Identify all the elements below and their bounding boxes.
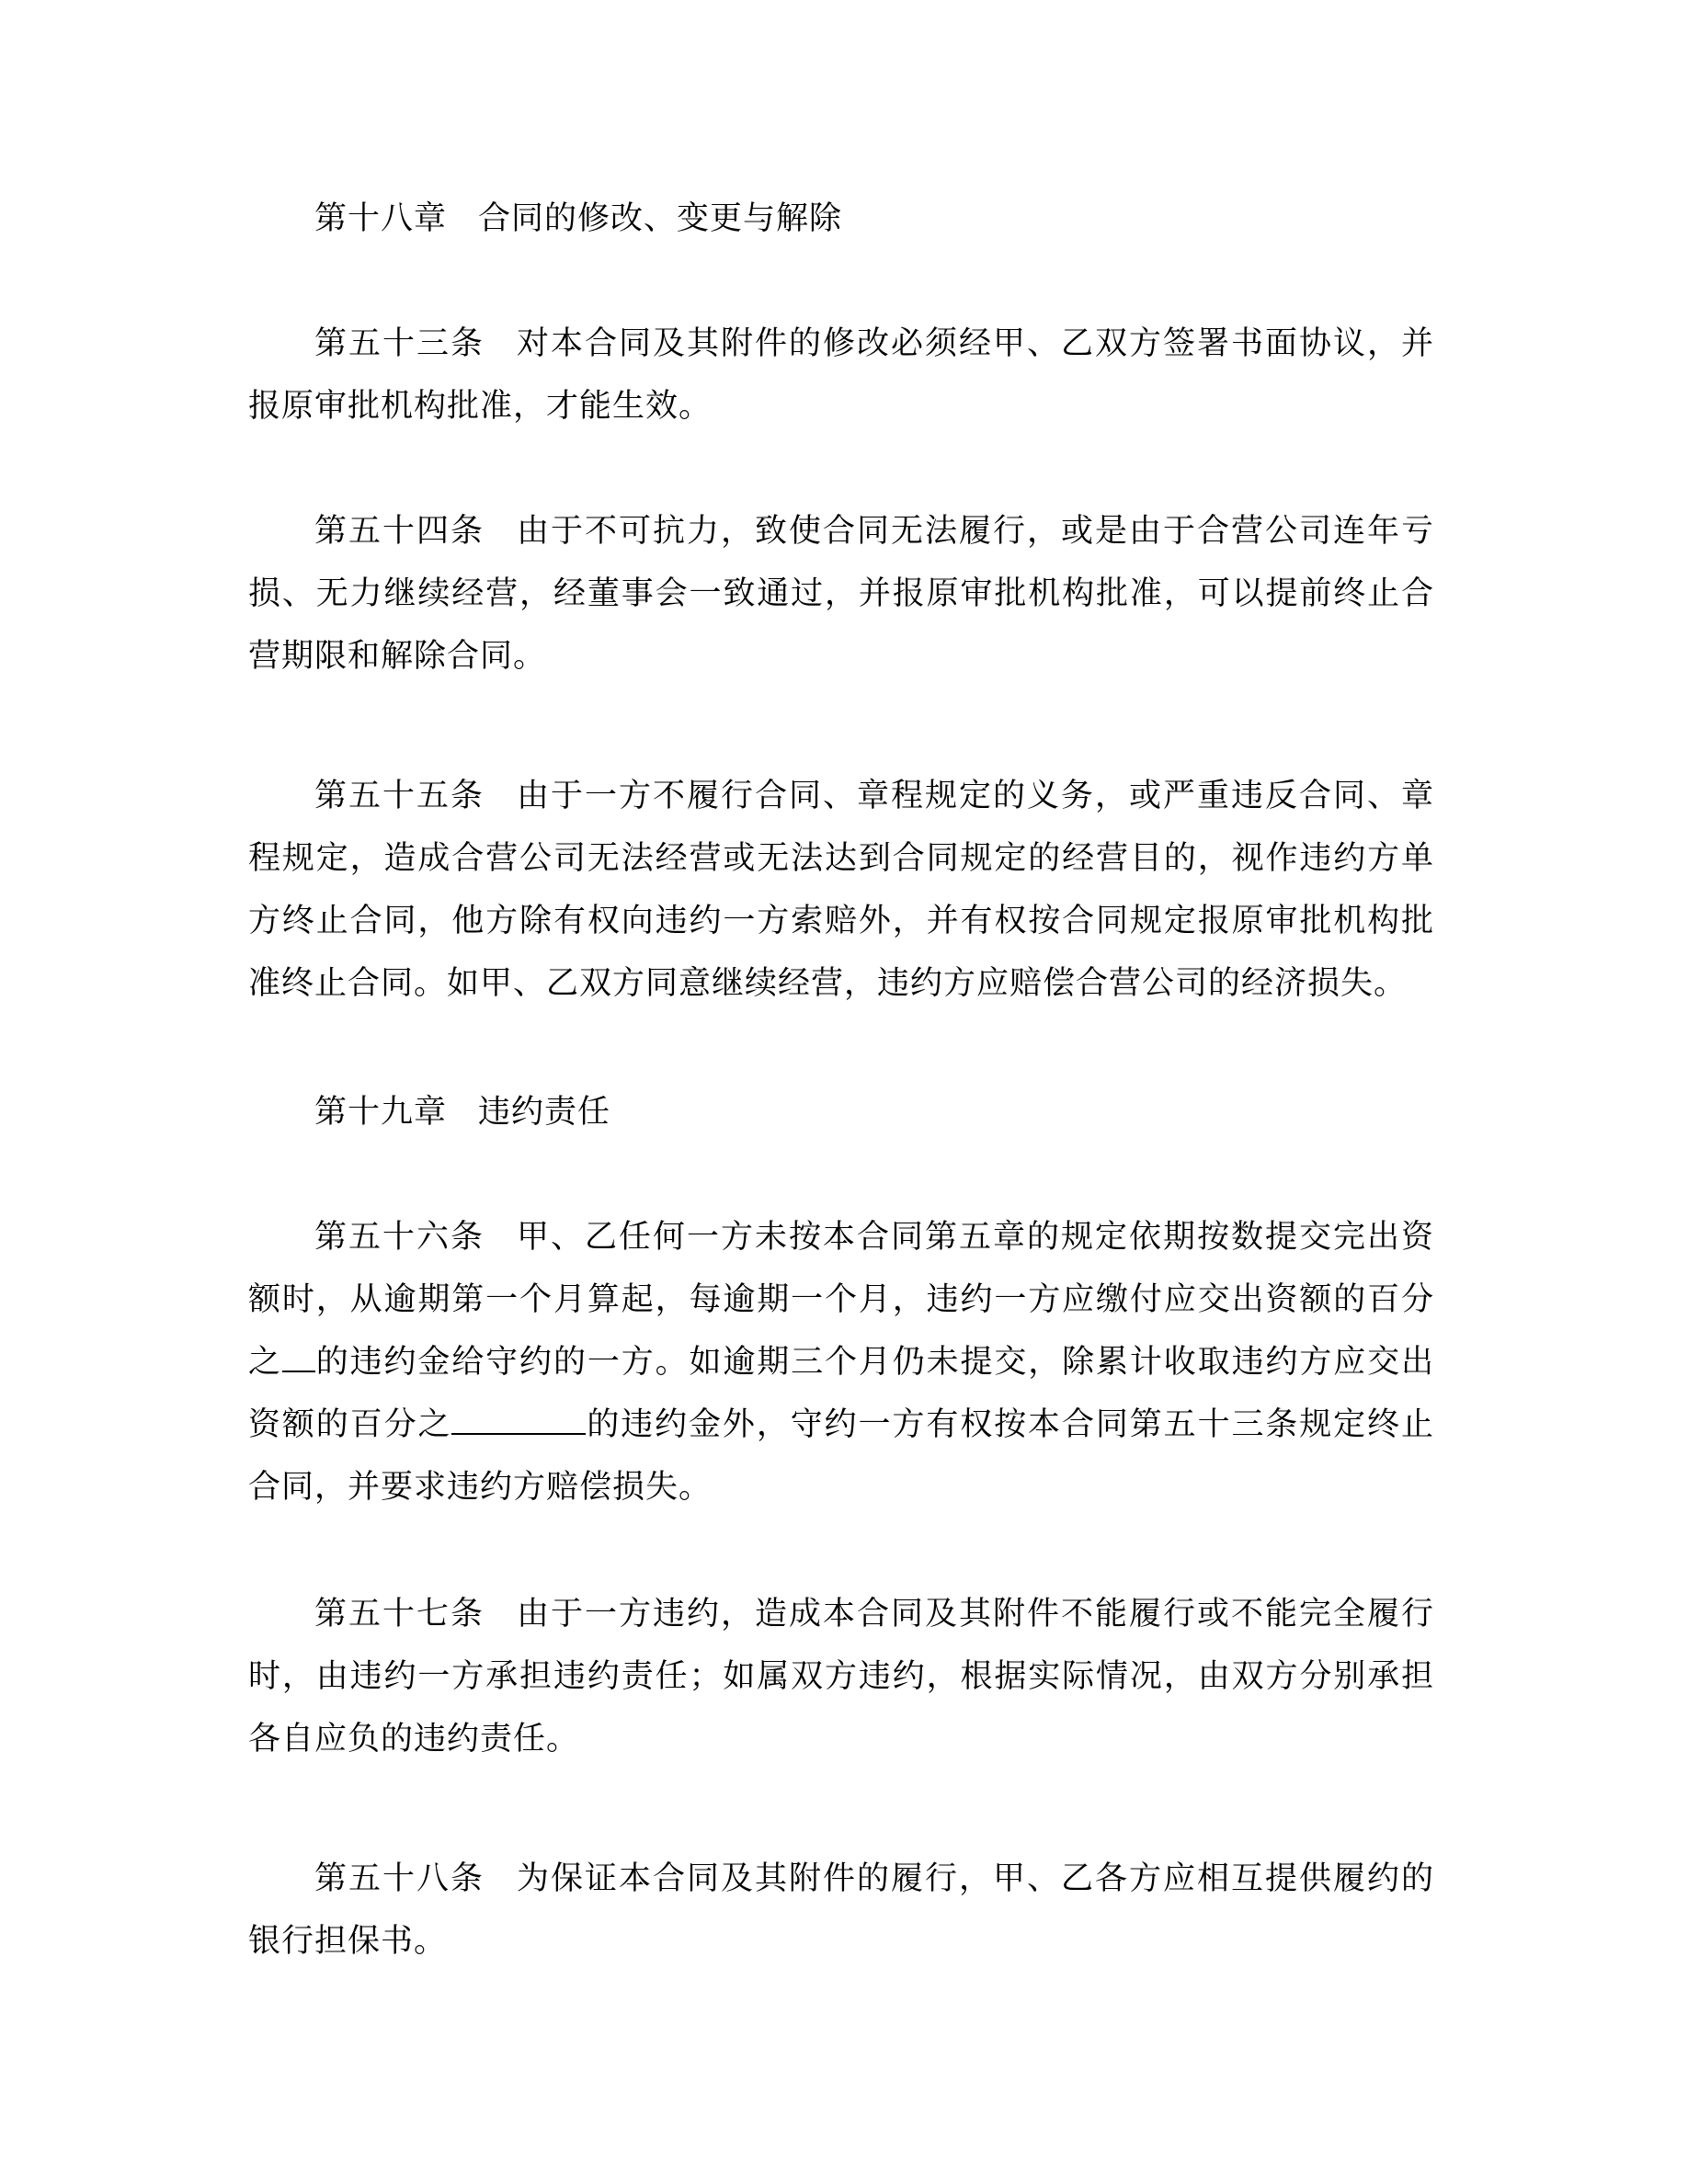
article-54-text: 由于不可抗力，致使合同无法履行，或是由于合营公司连年亏损、无力继续经营，经董事会一致通过，并报原审批机构批准，可以提前终止合营期限和解除合同。 [248,513,1434,675]
chapter-18-heading [248,188,1434,250]
percentage-blank-1 [282,1343,315,1372]
article-58-text: 为保证本合同及其附件的履行，甲、乙各方应相互提供履约的银行担保书。 [248,1860,1434,1960]
article-53 [248,313,1434,438]
chapter-19-number: 第十九章 [314,1094,448,1131]
chapter-19-heading [248,1081,1434,1143]
article-55 [248,765,1434,1015]
article-56-text-b: 的违约金给守约的一方。如逾期三个月仍未提交，除累计收取违约方应交出资额的百分之 [248,1344,1434,1443]
article-55-number: 第五十五条 [314,778,485,814]
article-56-text-a: 甲、乙任何一方未按本合同第五章的规定依期按数提交完出资额时，从逾期第一个月算起，每逾期一个月，违约一方应缴付应交出资额的百分之 [248,1219,1434,1381]
article-56-text-c: 的违约金外，守约一方有权按本合同第五十三条规定终止合同，并要求违约方赔偿损失。 [248,1406,1434,1506]
article-57-number: 第五十七条 [314,1596,485,1632]
chapter-18-number: 第十八章 [314,200,448,237]
chapter-19-title: 违约责任 [478,1094,611,1131]
chapter-18-title: 合同的修改、变更与解除 [478,200,843,237]
article-56-number: 第五十六条 [314,1219,485,1256]
percentage-blank-2 [451,1405,586,1435]
article-55-text: 由于一方不履行合同、章程规定的义务，或严重违反合同、章程规定，造成合营公司无法经营或无法达到合同规定的经营目的，视作违约方单方终止合同，他方除有权向违约一方索赔外，并有权按合同规定报原审批机构批准终止合同。如甲、乙双方同意继续经营，违约方应赔偿合营公司的经济损失。 [248,778,1434,1002]
article-54-number: 第五十四条 [314,513,485,550]
article-58-number: 第五十八条 [314,1860,485,1897]
article-54 [248,500,1434,688]
article-58 [248,1848,1434,1973]
article-53-number: 第五十三条 [314,325,485,362]
article-57-text: 由于一方违约，造成本合同及其附件不能履行或不能完全履行时，由违约一方承担违约责任；如属双方违约，根据实际情况，由双方分别承担各自应负的违约责任。 [248,1596,1434,1757]
article-56 [248,1206,1434,1519]
article-53-text: 对本合同及其附件的修改必须经甲、乙双方签署书面协议，并报原审批机构批准，才能生效。 [248,325,1434,425]
article-57 [248,1583,1434,1770]
